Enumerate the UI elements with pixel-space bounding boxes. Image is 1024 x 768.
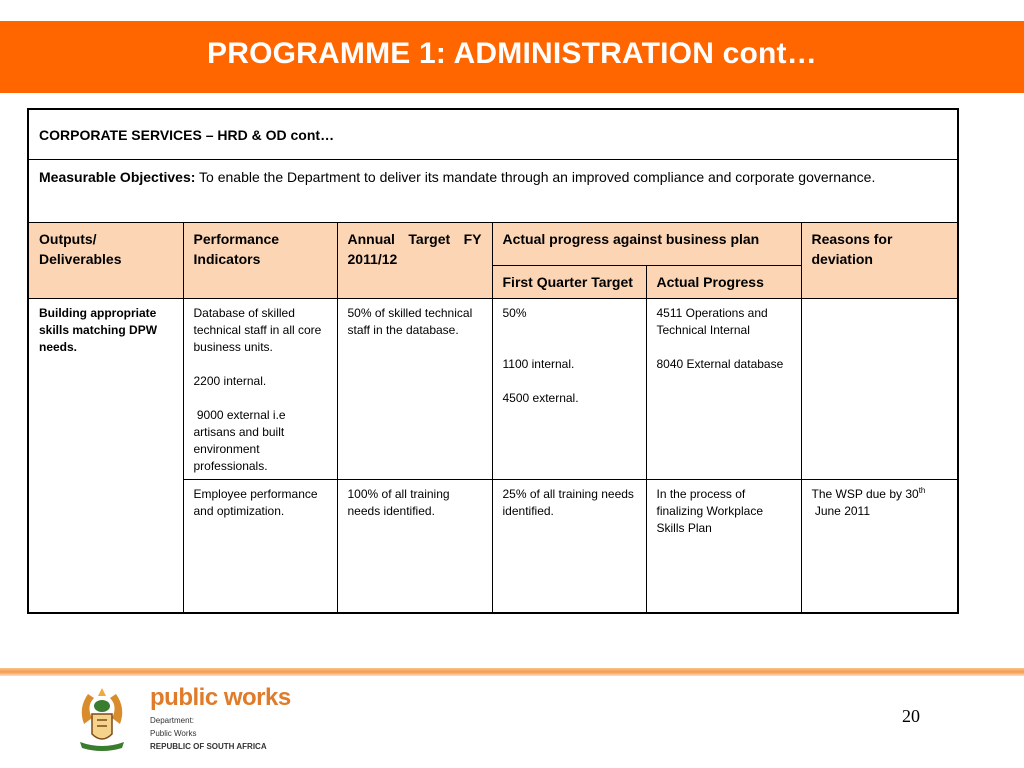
brand-line: Department: — [150, 716, 195, 725]
progress-cell — [646, 299, 801, 480]
header-actual: Actual Progress — [646, 266, 801, 299]
header-indicators: Performance Indicators — [183, 223, 337, 299]
objective-label: Measurable Objectives: — [39, 169, 196, 185]
page-number: 20 — [902, 706, 920, 726]
quarter-line: 50% — [502, 306, 527, 320]
indicator-cell: Employee performance and optimization. — [183, 480, 337, 614]
target-cell: 100% of all training needs identified. — [337, 480, 492, 614]
quarter-line: 4500 external. — [502, 391, 579, 405]
objective-row — [28, 160, 958, 223]
indicator-line: Database of skilled technical staff in all core business units. — [193, 306, 322, 354]
quarter-line: 1100 internal. — [502, 357, 575, 371]
progress-line: 8040 External database — [656, 357, 784, 371]
coat-of-arms-icon — [70, 684, 134, 756]
section-row — [28, 109, 958, 160]
objective-text: To enable the Department to deliver its mandate through an improved compliance and corporate governance. — [195, 169, 876, 185]
table-row — [28, 299, 958, 480]
header-actual-progress: Actual progress against business plan — [492, 223, 801, 266]
programme-table — [27, 108, 959, 614]
progress-cell: In the process of finalizing Workplace Skills Plan — [646, 480, 801, 614]
quarter-cell — [492, 299, 646, 480]
footer-divider — [0, 668, 1024, 676]
brand-line: Public Works — [150, 729, 197, 738]
indicator-line: 9000 external i.e artisans and built environment professionals. — [193, 408, 289, 473]
quarter-cell: 25% of all training needs identified. — [492, 480, 646, 614]
reason-cell — [801, 299, 958, 480]
target-cell: 50% of skilled technical staff in the database. — [337, 299, 492, 480]
brand-name: public works — [150, 684, 291, 711]
header-first-quarter: First Quarter Target — [492, 266, 646, 299]
page-title: PROGRAMME 1: ADMINISTRATION cont… — [207, 37, 817, 70]
section-title: CORPORATE SERVICES – HRD & OD cont… — [28, 109, 958, 160]
indicator-line: 2200 internal. — [193, 374, 267, 388]
progress-line: 4511 Operations and Technical Internal — [656, 306, 768, 337]
table-container — [27, 108, 957, 614]
indicator-cell — [183, 299, 337, 480]
brand-block — [150, 684, 350, 751]
header-annual-target: Annual Target FY 2011/12 — [337, 223, 492, 299]
objective-cell — [28, 160, 958, 223]
title-bar — [0, 21, 1024, 93]
reason-superscript: th — [918, 486, 926, 495]
header-outputs: Outputs/ Deliverables — [28, 223, 183, 299]
header-reasons: Reasons for deviation — [801, 223, 958, 299]
output-cell: Building appropriate skills matching DPW needs. — [28, 299, 183, 614]
brand-line: REPUBLIC OF SOUTH AFRICA — [150, 742, 267, 751]
reason-text: The WSP due by 30 — [811, 487, 919, 501]
reason-cell — [801, 480, 958, 614]
reason-text-end: June 2011 — [811, 504, 870, 518]
header-row — [28, 223, 958, 266]
